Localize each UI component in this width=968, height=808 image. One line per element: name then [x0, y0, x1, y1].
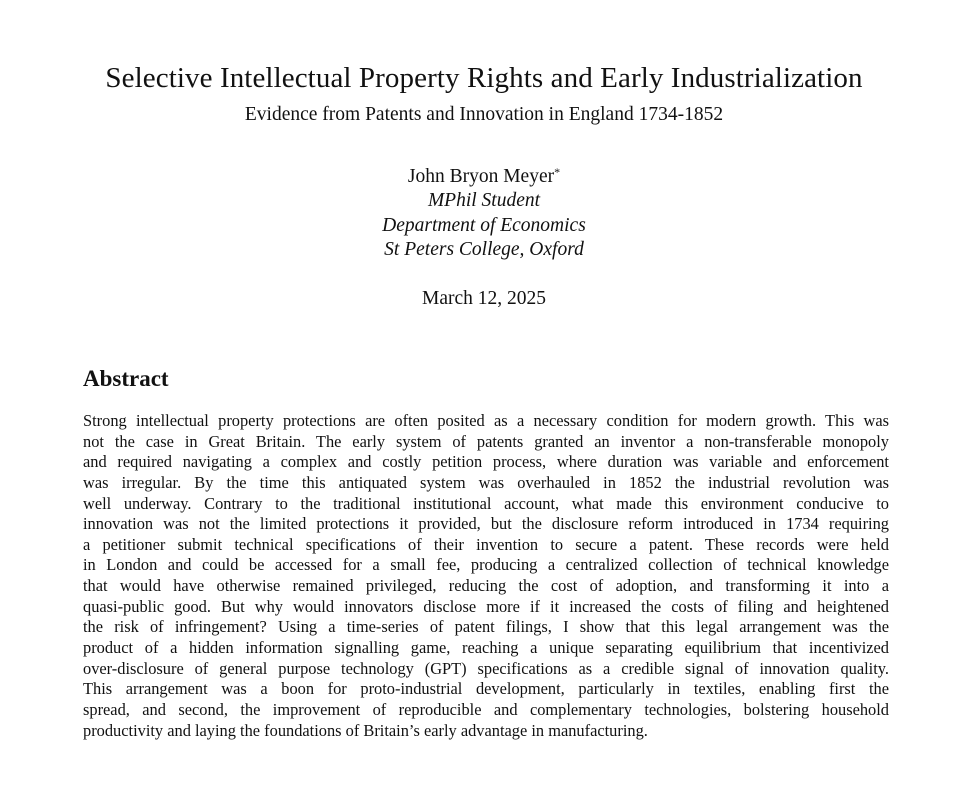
abstract-line: spread, and second, the improvement of reproducible and complementary technologies, bolstering household	[83, 699, 889, 719]
author-college: St Peters College, Oxford	[384, 238, 584, 260]
abstract-heading: Abstract	[83, 366, 169, 391]
abstract-body	[83, 411, 889, 741]
paper-date: March 12, 2025	[421, 288, 547, 309]
abstract-line: quasi-public good. But why would innovators disclose more if it increased the costs of filing and heightened	[83, 596, 889, 616]
abstract-line: a petitioner submit technical specifications of their invention to secure a patent. These records were held	[83, 534, 889, 554]
abstract-line: over-disclosure of general purpose technology (GPT) specifications as a credible signal of innovation quality.	[83, 658, 889, 678]
author-department: Department of Economics	[382, 214, 586, 236]
author-position: MPhil Student	[427, 190, 541, 212]
abstract-line: innovation was not the limited protections it provided, but the disclosure reform introduced in 1734 requiring	[83, 514, 889, 534]
author-block	[0, 165, 968, 262]
abstract-line: in London and could be accessed for a small fee, producing a centralized collection of technical knowledge	[83, 555, 889, 575]
abstract-line: and required navigating a complex and costly petition process, where duration was variable and enforcement	[83, 452, 889, 472]
abstract-line: productivity and laying the foundations of Britain’s early advantage in manufacturing.	[83, 720, 648, 740]
abstract-line: product of a hidden information signalling game, reaching a unique separating equilibrium that incentivized	[83, 638, 889, 658]
abstract-line: that would have otherwise remained privileged, reducing the cost of adoption, and transforming it into a	[83, 576, 889, 596]
author-footnote-mark: *	[554, 165, 561, 179]
abstract-line: was irregular. By the time this antiquated system was overhauled in 1852 the industrial revolution was	[83, 472, 889, 492]
abstract-line: the risk of infringement? Using a time-series of patent filings, I show that this legal arrangement was the	[83, 617, 889, 637]
abstract-line: not the case in Great Britain. The early system of patents granted an inventor a non-transferable monopoly	[83, 431, 889, 451]
paper-title: Selective Intellectual Property Rights and Early Industrialization	[105, 62, 863, 94]
author-name-line	[0, 165, 968, 189]
abstract-line: well underway. Contrary to the traditional institutional account, what made this environment conducive to	[83, 493, 889, 513]
author-name: John Bryon Meyer	[407, 166, 555, 187]
abstract-line: This arrangement was a boon for proto-industrial development, particularly in textiles, enabling first the	[83, 679, 889, 699]
abstract-line: Strong intellectual property protections are often posited as a necessary condition for modern growth. This was	[83, 411, 889, 430]
paper-subtitle: Evidence from Patents and Innovation in England 1734-1852	[244, 104, 724, 125]
